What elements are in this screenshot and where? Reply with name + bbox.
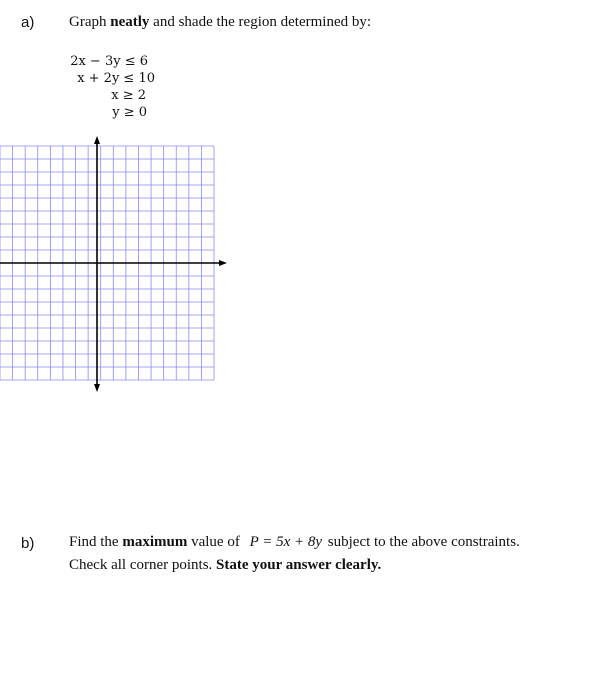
line1-post: subject to the above constraints. <box>324 534 520 550</box>
instruction-text-post: and shade the region determined by: <box>149 14 372 30</box>
coordinate-grid[interactable] <box>0 136 232 396</box>
part-b-line1 <box>69 534 520 551</box>
inequality-3: x ≥ 2 <box>111 88 146 103</box>
part-b-line2 <box>69 557 381 574</box>
inequality-1: 2x − 3y ≤ 6 <box>70 54 148 69</box>
y-axis-arrow-down <box>94 384 100 392</box>
part-a-label: a) <box>21 14 35 31</box>
line2-bold: State your answer clearly. <box>216 557 382 573</box>
line1-pre: Find the <box>69 534 123 550</box>
part-a-instruction <box>69 14 371 31</box>
line2-pre: Check all corner points. <box>69 557 217 573</box>
instruction-text-pre: Graph <box>69 14 111 30</box>
instruction-text-bold: neatly <box>110 14 150 30</box>
inequality-2: x + 2y ≤ 10 <box>77 71 155 86</box>
objective-function: P = 5x + 8y <box>249 534 323 550</box>
inequality-4: y ≥ 0 <box>112 105 147 120</box>
part-b-label: b) <box>21 535 35 552</box>
line1-bold: maximum <box>122 534 188 550</box>
line1-mid: value of <box>187 534 244 550</box>
x-axis-arrow <box>219 260 227 266</box>
y-axis-arrow-up <box>94 136 100 144</box>
